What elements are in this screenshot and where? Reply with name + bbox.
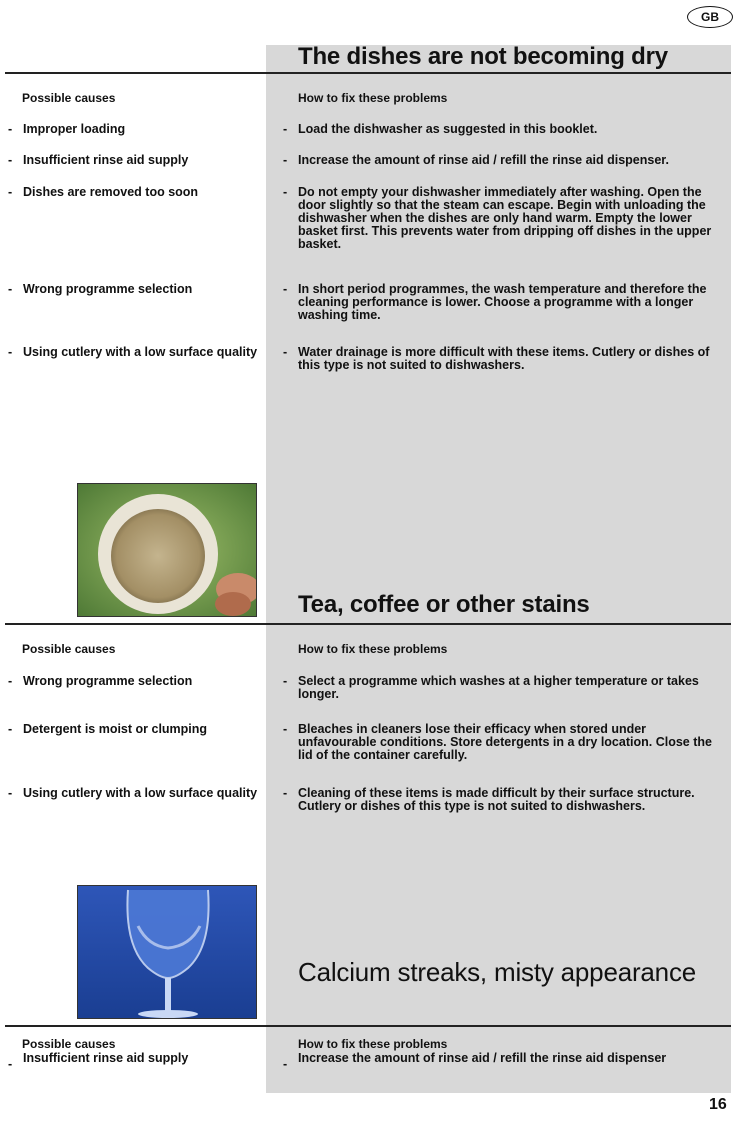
wine-glass-photo	[77, 885, 257, 1019]
fixes-header: How to fix these problems	[298, 91, 448, 105]
page-number: 16	[709, 1096, 727, 1113]
fix-item: - Select a programme which washes at a higher temperature or takes longer.	[283, 674, 699, 701]
fix-item: - Increase the amount of rinse aid / refill the rinse aid dispenser	[283, 1051, 667, 1071]
fix-item: - In short period programmes, the wash temperature and therefore the cleaning performance is lower. Choose a programme with a longer washing time.	[283, 282, 707, 322]
cause-item: - Improper loading	[8, 122, 126, 136]
cause-item: - Wrong programme selection	[8, 674, 193, 688]
fix-item: - Water drainage is more difficult with these items. Cutlery or dishes of this type is not suited to dishwashers.	[283, 345, 710, 372]
fix-item: - Cleaning of these items is made difficult by their surface structure. Cutlery or dishes of this type is not suited to dishwashers.	[283, 786, 695, 813]
cause-item: - Insufficient rinse aid supply	[8, 1051, 189, 1071]
cause-item: - Using cutlery with a low surface quality	[8, 786, 258, 800]
section-rule	[5, 623, 731, 625]
cause-item: - Insufficient rinse aid supply	[8, 153, 189, 167]
stained-cup-photo	[77, 483, 257, 617]
fixes-header: How to fix these problems	[298, 1037, 448, 1051]
causes-header: Possible causes	[22, 1037, 116, 1051]
cause-item: - Using cutlery with a low surface quality	[8, 345, 258, 359]
fix-item: - Bleaches in cleaners lose their efficacy when stored under unfavourable conditions. Store detergents in a dry location. Close the lid of the container carefully.	[283, 722, 712, 762]
fix-item: - Increase the amount of rinse aid / refill the rinse aid dispenser.	[283, 153, 669, 167]
section-title-calcium: Calcium streaks, misty appearance	[298, 957, 696, 987]
section-rule	[5, 1025, 731, 1027]
section-title-not-dry: The dishes are not becoming dry	[298, 43, 668, 70]
fixes-header: How to fix these problems	[298, 642, 448, 656]
cause-item: - Detergent is moist or clumping	[8, 722, 208, 736]
section-title-stains: Tea, coffee or other stains	[298, 591, 590, 618]
country-badge: GB	[687, 6, 733, 28]
fix-item: - Load the dishwasher as suggested in this booklet.	[283, 122, 598, 136]
cause-item: - Dishes are removed too soon	[8, 185, 199, 199]
causes-header: Possible causes	[22, 642, 116, 656]
section-rule	[5, 72, 731, 74]
causes-header: Possible causes	[22, 91, 116, 105]
cause-item: - Wrong programme selection	[8, 282, 193, 296]
fix-item: - Do not empty your dishwasher immediately after washing. Open the door slightly so that the steam can escape. Begin with unloading the dishwasher when the dishes are only hand warm. Empty the lower basket first. This prevents water from dripping off dishes in the upper basket.	[283, 185, 712, 251]
